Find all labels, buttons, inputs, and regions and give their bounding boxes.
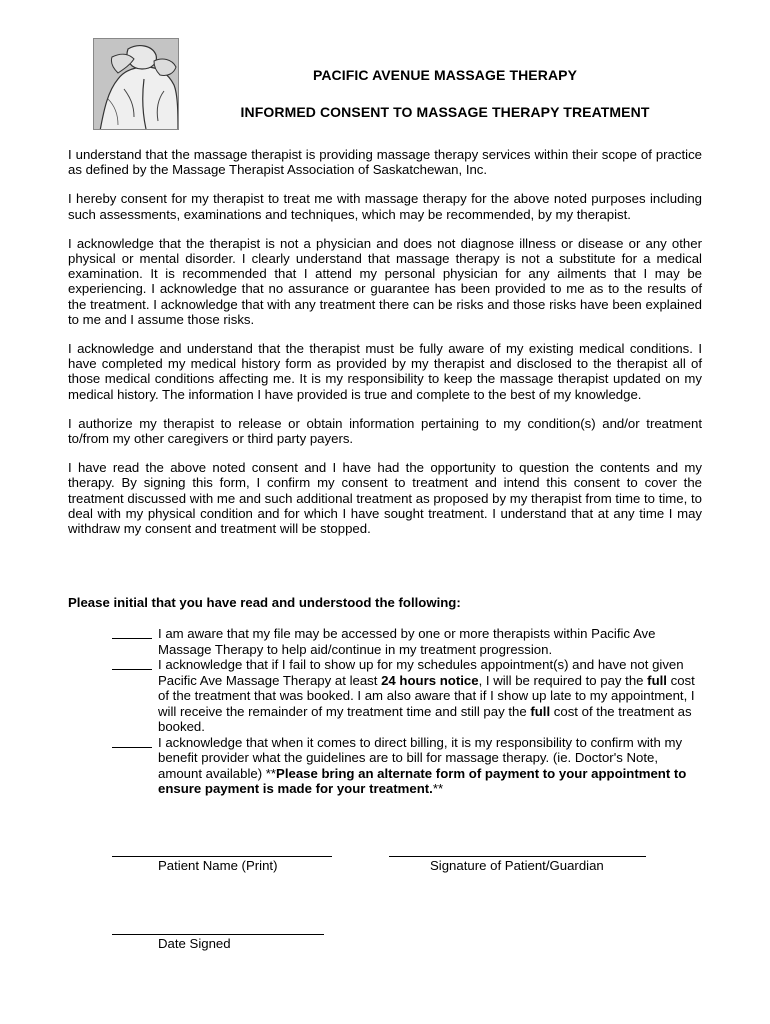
consent-paragraph: I have read the above noted consent and I have had the opportunity to question the contents and my therapy. By signing this form, I confirm my consent to treatment and intend this consent to cover the treatment discussed with me and such additional treatment as proposed by my therapist from time to time, to deal with my physical condition and for which I have sought treatment. I understand that at any time I may withdraw my consent and treatment will be stopped. — [68, 460, 702, 537]
initial-blank[interactable] — [112, 747, 152, 748]
initial-item-cancellation: I acknowledge that if I fail to show up for my schedules appointment(s) and have not given Pacific Ave Massage Therapy at least 24 hours notice, I will be required to pay the full cost of the treatment that was booked. I am also aware that if I show up late to my appointment, I will receive the remainder of my treatment time and still pay the full cost of the treatment as booked. — [112, 657, 704, 735]
initial-items — [112, 626, 704, 797]
signature-line[interactable] — [389, 856, 646, 857]
consent-paragraph: I acknowledge and understand that the therapist must be fully aware of my existing medical conditions. I have completed my medical history form as provided by my therapist and disclosed to the therapist all of those medical conditions affecting me. It is my responsibility to keep the massage therapist updated on my medical history. The information I have provided is true and complete to the best of my knowledge. — [68, 341, 702, 402]
company-title: PACIFIC AVENUE MASSAGE THERAPY — [312, 67, 578, 83]
massage-logo-icon — [93, 38, 179, 130]
patient-name-line[interactable] — [112, 856, 332, 857]
consent-paragraph: I understand that the massage therapist is providing massage therapy services within their scope of practice as defined by the Massage Therapist Association of Saskatchewan, Inc. — [68, 147, 702, 178]
form-title: INFORMED CONSENT TO MASSAGE THERAPY TREATMENT — [240, 104, 650, 120]
consent-paragraphs — [68, 147, 702, 550]
patient-name-label: Patient Name (Print) — [158, 858, 278, 873]
initial-instruction: Please initial that you have read and understood the following: — [68, 595, 461, 610]
date-signed-line[interactable] — [112, 934, 324, 935]
consent-paragraph: I authorize my therapist to release or obtain information pertaining to my condition(s) and/or treatment to/from my other caregivers or third party payers. — [68, 415, 702, 447]
date-signed-label: Date Signed — [158, 936, 231, 951]
signature-label: Signature of Patient/Guardian — [430, 858, 604, 873]
initial-item-billing: I acknowledge that when it comes to direct billing, it is my responsibility to confirm with my benefit provider what the guidelines are to bill for massage therapy. (ie. Doctor's Note, amount available) **Please bring an alternate form of payment to your appointment to ensure payment is made for your treatment.** — [112, 735, 704, 797]
initial-item-file-access: I am aware that my file may be accessed by one or more therapists within Pacific Ave Massage Therapy to help aid/continue in my treatment progression. — [112, 626, 704, 657]
initial-blank[interactable] — [112, 669, 152, 670]
consent-paragraph: I hereby consent for my therapist to treat me with massage therapy for the above noted purposes including such assessments, examinations and techniques, which may be recommended, by my therapist. — [68, 191, 702, 222]
initial-blank[interactable] — [112, 638, 152, 639]
consent-paragraph: I acknowledge that the therapist is not a physician and does not diagnose illness or disease or any other physical or mental disorder. I clearly understand that massage therapy is not a substitute for a medical examination. It is recommended that I attend my personal physician for any ailments that I may be experiencing. I acknowledge that no assurance or guarantee has been provided to me as to the results of the treatment. I acknowledge that with any treatment there can be risks and those risks have been explained to me and I assume those risks. — [68, 235, 702, 327]
